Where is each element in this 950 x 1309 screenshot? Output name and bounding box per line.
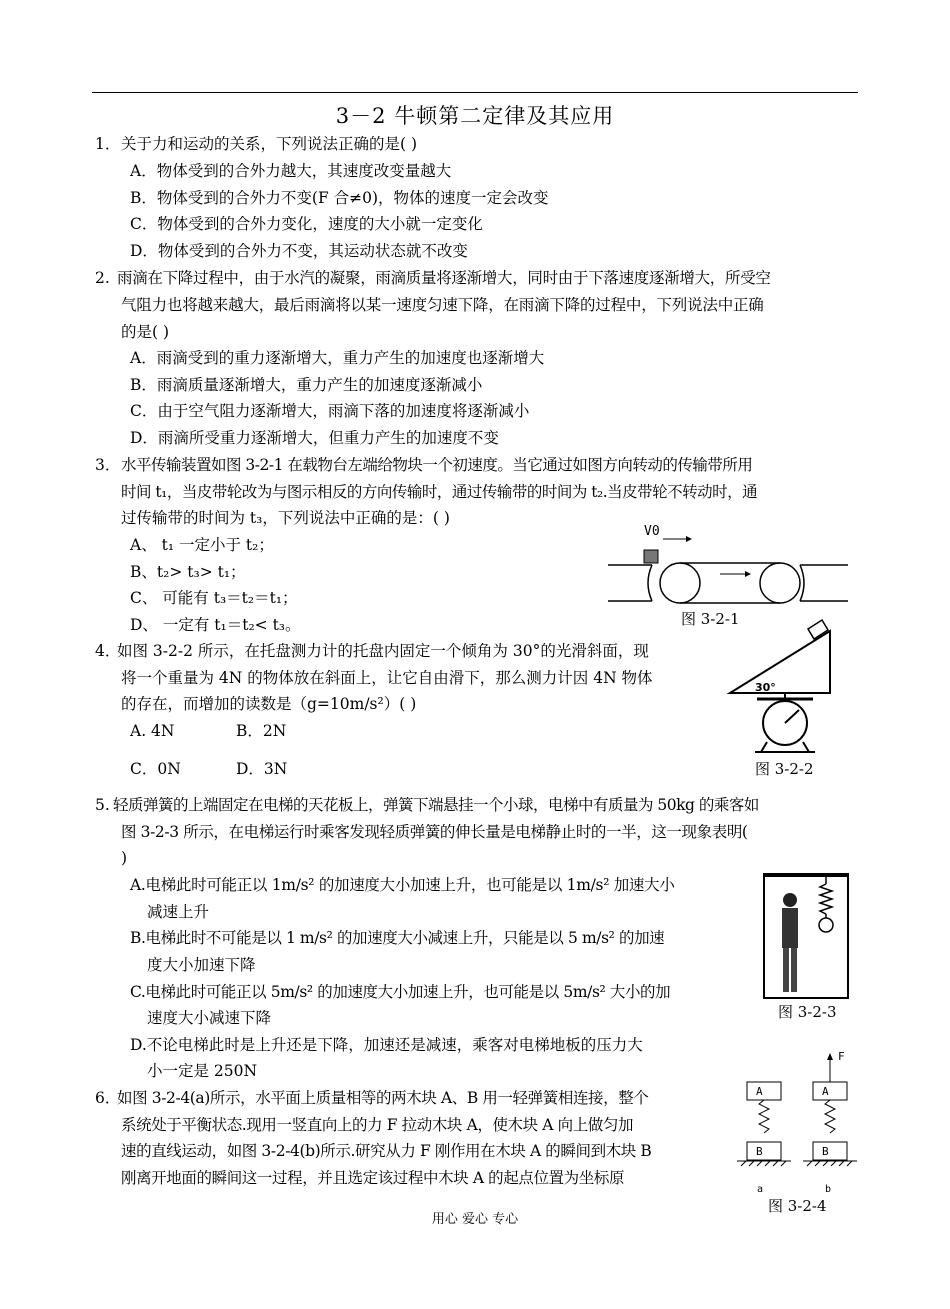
elevator-frame <box>764 874 848 998</box>
q2-option-c: C．由于空气阻力逐渐增大，雨滴下落的加速度将逐渐减小 <box>130 402 530 420</box>
q6-stem-line4: 刚离开地面的瞬间这一过程，并且选定该过程中木块 A 的起点位置为坐标原 <box>121 1169 625 1187</box>
q4-option-c: C．0N <box>130 760 181 778</box>
q1-option-d: D．物体受到的合外力不变，其运动状态就不改变 <box>130 242 468 260</box>
q3-stem-line3: 过传输带的时间为 t₃，下列说法中正确的是：( ) <box>121 509 450 527</box>
q5-stem-line3: ) <box>121 849 128 867</box>
q2-stem-line2: 气阻力也将越来越大，最后雨滴将以某一速度匀速下降，在雨滴下降的过程中，下列说法中正确 <box>121 296 764 314</box>
q1-number: 1． <box>95 135 121 153</box>
ball <box>819 918 833 932</box>
q5-option-a-line1: A.电梯此时可能正以 1m/s² 的加速度大小加速上升，也可能是以 1m/s² 加速大小 <box>130 876 675 894</box>
q2-stem-line1: 雨滴在下降过程中，由于水汽的凝聚，雨滴质量将逐渐增大，同时由于下落速度逐渐增大，所受空 <box>117 269 771 287</box>
scale-needle <box>785 710 799 723</box>
force-label: F <box>838 1050 845 1063</box>
elevator-figure <box>762 872 852 1000</box>
sub-label-b: b <box>825 1184 832 1195</box>
q4-stem-line1: 如图 3-2-2 所示，在托盘测力计的托盘内固定一个倾角为 30°的光滑斜面，现 <box>117 642 649 660</box>
q4-option-b: B．2N <box>236 722 287 740</box>
conveyor-figure <box>600 518 860 610</box>
q3-option-a: A、 t₁ 一定小于 t₂； <box>130 536 274 554</box>
q1-option-c: C．物体受到的合外力变化，速度的大小就一定变化 <box>130 215 483 233</box>
q5-option-c-line1: C.电梯此时可能正以 5m/s² 的加速度大小加速上升，也可能是以 5m/s² 大小的加 <box>130 983 671 1001</box>
q2-option-b: B．雨滴质量逐渐增大，重力产生的加速度逐渐减小 <box>130 376 483 394</box>
q5-option-b-line2: 度大小加速下降 <box>147 956 256 974</box>
block <box>644 550 658 563</box>
scale-incline-figure <box>725 609 840 759</box>
q5-stem-line1: 轻质弹簧的上端固定在电梯的天花板上，弹簧下端悬挂一个小球，电梯中有质量为 50kg 的乘客如 <box>113 796 759 814</box>
block-b-label-b: B <box>822 1145 829 1158</box>
header-rule <box>92 92 858 93</box>
q4-stem-line3: 的存在，而增加的读数是（g=10m/s²）( ) <box>121 695 417 713</box>
q1-stem: 关于力和运动的关系，下列说法正确的是( ) <box>121 135 418 153</box>
q2-number: 2. <box>95 269 110 287</box>
q6-stem-line1: 如图 3-2-4(a)所示，水平面上质量相等的两木块 A、B 用一轻弹簧相连接，整个 <box>117 1089 649 1107</box>
page-title: 3－2 牛顿第二定律及其应用 <box>335 104 615 128</box>
q3-stem-line1: 水平传输装置如图 3-2-1 在载物台左端给物块一个初速度。当它通过如图方向转动的传输带所用 <box>121 456 753 474</box>
block-a-label-b: A <box>822 1085 829 1098</box>
q2-stem-line3: 的是( ) <box>121 323 170 341</box>
figure-caption-3-2-2: 图 3-2-2 <box>755 760 814 778</box>
v0-label: V0 <box>644 524 660 539</box>
q2-option-d: D．雨滴所受重力逐渐增大，但重力产生的加速度不变 <box>130 429 499 447</box>
q4-stem-line2: 将一个重量为 4N 的物体放在斜面上，让它自由滑下，那么测力计因 4N 物体 <box>121 669 653 687</box>
figure-caption-3-2-4: 图 3-2-4 <box>768 1197 827 1215</box>
q3-option-d: D、 一定有 t₁＝t₂< t₃。 <box>130 616 301 634</box>
q6-number: 6． <box>95 1089 121 1107</box>
passenger-body <box>782 908 798 948</box>
q5-option-d-line1: D.不论电梯此时是上升还是下降，加速还是减速，乘客对电梯地板的压力大 <box>130 1036 643 1054</box>
q6-stem-line2: 系统处于平衡状态.现用一竖直向上的力 F 拉动木块 A，使木块 A 向上做匀加 <box>121 1116 634 1134</box>
incline-block <box>808 620 828 639</box>
q5-option-a-line2: 减速上升 <box>147 903 210 921</box>
left-pulley <box>660 563 700 603</box>
q5-number: 5. <box>95 796 110 814</box>
q5-option-b-line1: B.电梯此时不可能是以 1 m/s² 的加速度大小减速上升，只能是以 5 m/s² 的加速 <box>130 929 665 947</box>
q5-option-c-line2: 速度大小减速下降 <box>147 1009 272 1027</box>
q3-stem-line2: 时间 t₁，当皮带轮改为与图示相反的方向传输时，通过传输带的时间为 t₂.当皮带轮不转动时，通 <box>121 483 758 501</box>
q5-option-d-line2: 小一定是 250N <box>147 1062 258 1080</box>
q1-option-a: A．物体受到的合外力越大，其速度改变量越大 <box>130 162 452 180</box>
block-a-label-a: A <box>756 1085 763 1098</box>
incline <box>730 631 830 693</box>
spring-blocks-figure <box>735 1050 865 1195</box>
passenger-head <box>783 893 797 907</box>
block-b-label-a: B <box>756 1145 763 1158</box>
figure-caption-3-2-1: 图 3-2-1 <box>681 610 740 628</box>
q4-option-d: D．3N <box>236 760 288 778</box>
q5-stem-line2: 图 3-2-3 所示，在电梯运行时乘客发现轻质弹簧的伸长量是电梯静止时的一半，这一现象表明( <box>121 823 748 841</box>
q2-option-a: A．雨滴受到的重力逐渐增大，重力产生的加速度也逐渐增大 <box>130 349 545 367</box>
right-pulley <box>760 563 800 603</box>
q6-stem-line3: 速的直线运动，如图 3-2-4(b)所示.研究从力 F 刚作用在木块 A 的瞬间到木块 B <box>121 1142 652 1160</box>
q4-number: 4． <box>95 642 121 660</box>
figure-caption-3-2-3: 图 3-2-3 <box>778 1003 837 1021</box>
q3-option-b: B、t₂> t₃> t₁； <box>130 563 246 581</box>
q1-option-b: B．物体受到的合外力不变(F 合≠0)，物体的速度一定会改变 <box>130 189 549 207</box>
angle-label: 30° <box>755 681 776 694</box>
q3-number: 3． <box>95 456 121 474</box>
page-footer: 用心 爱心 专心 <box>431 1212 519 1227</box>
q4-option-a: A. 4N <box>130 722 175 740</box>
q3-option-c: C、 可能有 t₃＝t₂＝t₁； <box>130 589 298 607</box>
sub-label-a: a <box>757 1184 764 1195</box>
